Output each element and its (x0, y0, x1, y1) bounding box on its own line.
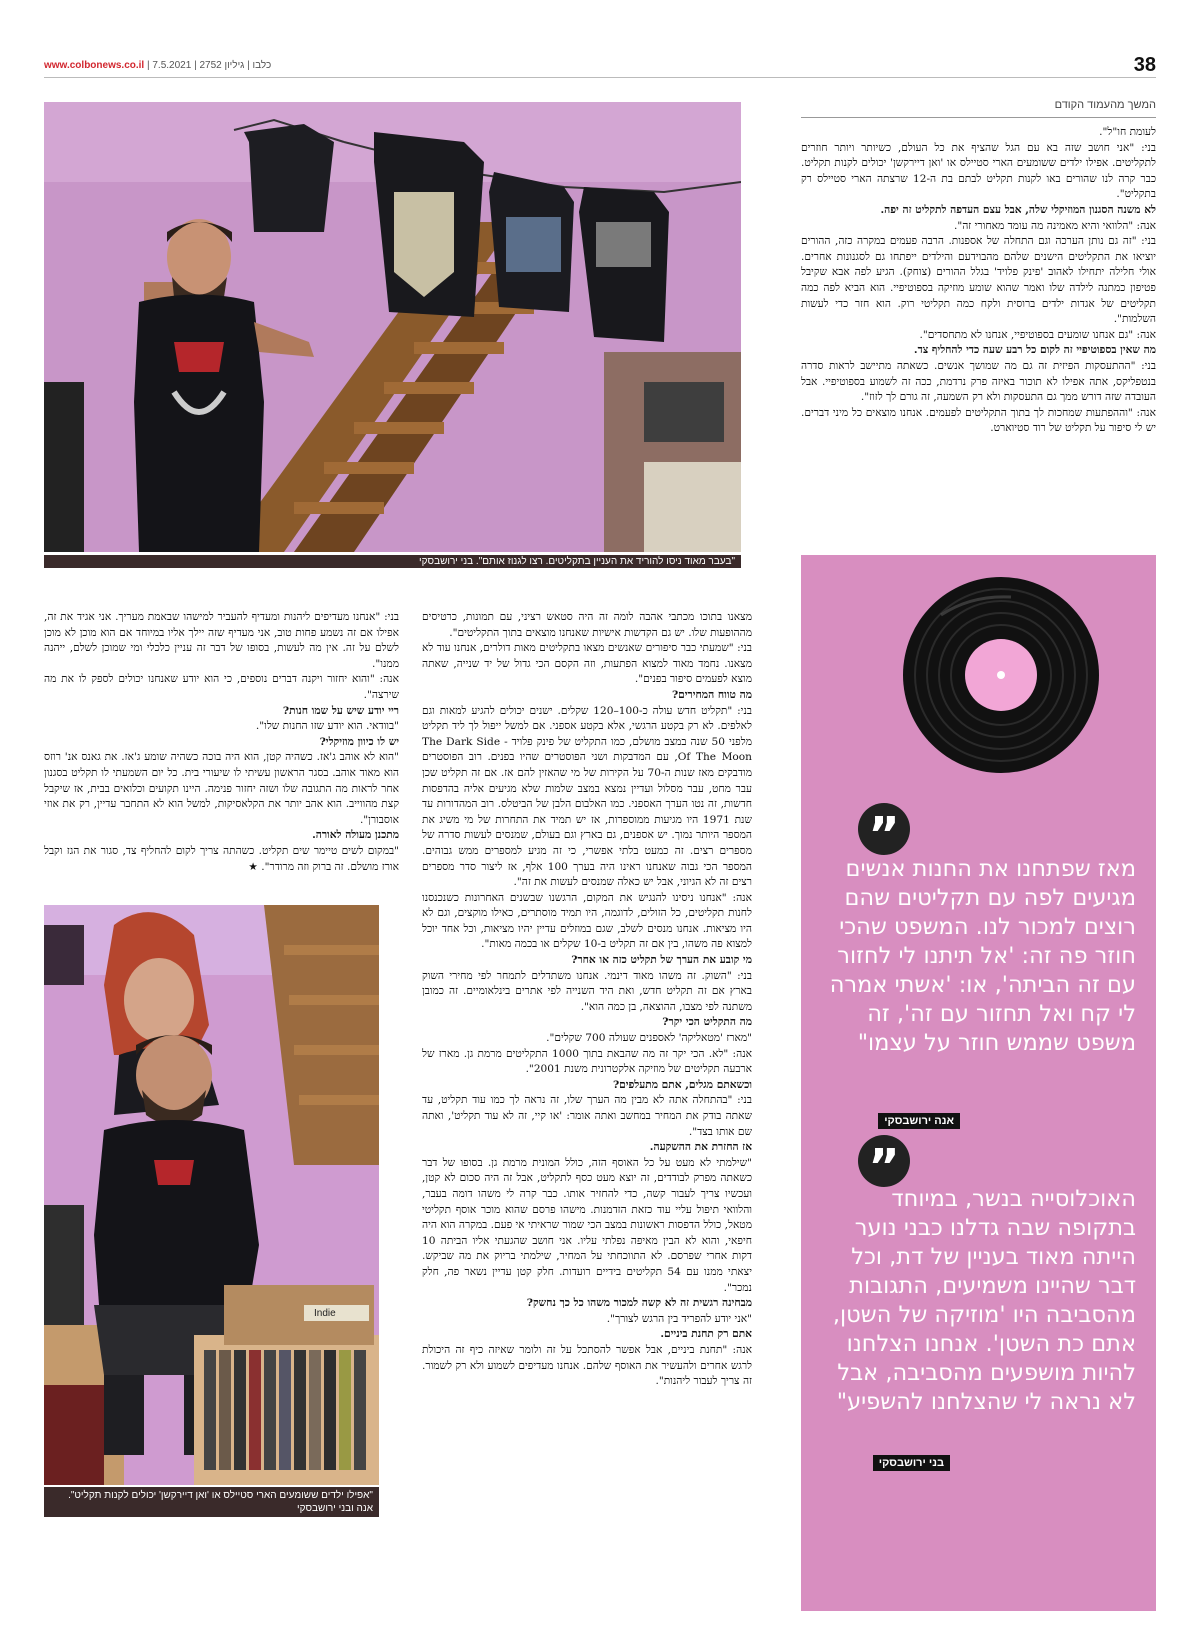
interview-question: אז החזרת את ההשקעה. (649, 1141, 752, 1154)
quote-mark-icon: ” (858, 1135, 910, 1187)
article-paragraph: בני: "תקליט חדש עולה כ-100–120 שקלים. ישנים יכולים להגיע למאות וגם לאלפים. לא רק בקטע הרגשי, אלא בקטע אספני. אם למשל ייפול לך ליד תקליט מלפני 50 שנה במצב מושלם, כמו התקליט של פינק פלויד - The Dark Side Of The Moon, עם המדבקות ושני הפוסטרים שהיו בפנים. רוב הפוסטרים מודבקים מאז שנות ה-70 על הקירות של מי שהאזין להם אז. אם זה תקליט שכן עבר מחט, עבר מסלול ועדיין נמצא במצב שלמות שלא מגיעים אליה בהדפסות חדשות, זה נטו הערך האספני. כמו האלבום הלבן של הביטלס. רוב המהדורות עד שנת 1971 היו מגיעות ממוספרות, אז יש תמיד את התחרות של מי משיג את המספר היותר נמוך. יש אספנים, גם בארץ וגם בעולם, שמנסים לעשות סדרה של מספרים רצים. זה כמעט בלתי אפשרי, כי זה מגיע למספרים ממש גבוהים. המספר הכי גבוה שאנחנו ראינו היה בערך 100 אלף, אז ליצור סדר מספרים רצים זה לא הגיוני, אבל יש כאלה שמנסים לעשות את זה". (422, 704, 752, 889)
interview-question: ריי יודע שיש על שמו חנות? (282, 704, 399, 717)
article-paragraph: בני: "השוק. זה משהו מאוד דינמי. אנחנו משתדלים לתמחר לפי מחירי השוק בארץ אם זה תקליט חדש, ואת היד השנייה לפי אתרים בינלאומיים. זה כמובן משתנה לפי מצבו, ההוצאה, בן כמה הוא". (422, 969, 752, 1013)
interview-question: מה טווח המחירים? (671, 688, 752, 701)
article-paragraph: לעומת חו"ל". (1099, 126, 1156, 138)
issue-info: | כלבו | גיליון 2752 | 7.5.2021 (144, 60, 272, 71)
quote-mark-icon: ” (858, 803, 910, 855)
article-paragraph: בני: "זה גם נותן הערכה וגם התחלה של אספנות. הרבה פעמים במקרה כזה, ההורים יוציאו את התקליטים הישנים שלהם מהבוידעם והילדים ייפתחו גם לסגנונות אחרים. אולי חלילה יתחילו לאהוב 'פינק פלויד' בגלל ההורים (צוחק). הגיע לפה אבא שקיבל פטיפון כמתנה לילדה שלו ואמר שהוא שומע מוזיקה בספוטיפיי. הוא הביא לפה כמה תקליטים של אגדות ילדים ברוסית ולקח כמה תקליטי רוק. הוא חזר כדי לעשות השלמות". (801, 235, 1156, 326)
article-paragraph: "בוודאי. הוא יודע שזו החנות שלו". (255, 720, 399, 733)
photo2-caption: "אפילו ילדים ששומעים הארי סטיילס או 'ואן דיירקשן' יכולים לקנות תקליט". אנה ובני ירושבסקי (44, 1487, 379, 1517)
article-paragraph: "מארז 'מטאליקה' לאספנים שעולה 700 שקלים". (546, 1032, 752, 1045)
pull-quote-2: האוכלוסייה בנשר, במיוחד בתקופה שבה גדלנו כבני נוער הייתה מאוד בעניין של דת, וכל דבר שהיינו משמיעים, התגובות מהסביבה היו 'מוזיקה של השטן, אתם כת השטן'. אנחנו הצלחנו להיות מושפעים מהסביבה, אבל לא נראה לי שהצלחנו להשפיע" (832, 1186, 1136, 1415)
article-paragraph: "הוא לא אוהב ג'אז. כשהיה קטן, הוא היה בוכה כשהיה שומע ג'אז. את גאנס אנ' רוזס הוא מאוד אוהב. בסגר הראשון עשיתי לו שיעורי בית. כל יום השמעתי לו תקליט בסגנון אחר לראות מה התגובה שלו ושזה יחזור פנימה. היינו תקועים וכלואים בבית, אז שיקבל קצת מהווייב. הוא אהב יותר את הקלאסיקות, למשל הוא לא התחבר עדיין, רק את אוזי אוסבורן". (44, 751, 399, 826)
article-paragraph: בני: "ההתעסקות הפיזית זה גם מה שמושך אנשים. כשאתה מתיישב לראות סדרה בנטפליקס, אתה אפילו לא תוכור באיזה פרק נרדמת, ככה זה לשמוע בספוטיפיי. אבל העובדה שזה דורש ממך גם התעסקות ולא רק השמעה, זה גורם לך לזוז". (801, 359, 1156, 404)
continued-divider (801, 117, 1156, 118)
article-paragraph: "במקום לשים טיימר שים תקליט. כשהתה צריך לקום להחליף צד, סגור את הגז וקבל אורז מושלם. זה ברוק וזה מרודר". ★ (44, 844, 399, 873)
article-column-a (801, 125, 1156, 570)
interview-question: מבחינה רגשית זה לא קשה למכור משהו כל כך נחשק? (526, 1297, 752, 1310)
photo1-caption: "בעבר מאוד ניסו להוריד את העניין בתקליטים. רצו לגנוז אותם". בני ירושבסקי (44, 555, 741, 568)
photo-illustration (44, 102, 741, 552)
site-url[interactable]: www.colbonews.co.il (44, 60, 145, 71)
vinyl-record-icon (901, 575, 1101, 775)
quote-author-2: בני ירושבסקי (873, 1455, 950, 1471)
continued-label: המשך מהעמוד הקודם (1054, 99, 1156, 111)
photo-couple-records (44, 905, 379, 1485)
photo2-illustration (44, 905, 379, 1485)
article-paragraph: מצאנו בתוכו מכתבי אהבה לומה זה היה סטאש רציני, עם תמונות, כרטיסים מההופעות שלו. יש גם הקדשות אישיות שאנחנו מוצאים בתוך התקליטים". (422, 611, 752, 639)
header-meta (44, 60, 271, 71)
article-paragraph: בני: "בהתחלה אתה לא מבין מה הערך שלו, זה נראה לך כמו עוד תקליט, עד שאתה בודק את המחיר במחשב ואתה אומר: 'או קיי, זה לא עוד תקליט', ואתה שם אותו בצד". (422, 1094, 752, 1138)
article-paragraph: אנה: "לא. הכי יקר זה מה שהבאת בתוך 1000 התקליטים מרמת גן. מארז של ארבעה תקליטים של מוזיקה אלקטרונית משנת 2001". (422, 1047, 752, 1076)
article-paragraph: אנה: "וההפתעות שמחכות לך בתוך התקליטים לפעמים. אנחנו מוצאים כל מיני דברים. יש לי סיפור על תקליט של רוד סטיוארט. (801, 406, 1156, 435)
article-column-b (422, 610, 752, 1610)
pull-quote-1: מאז שפתחנו את החנות אנשים מגיעים לפה עם תקליטים שהם רוצים למכור לנו. המשפט שהכי חוזר פה זה: 'אל תיתנו לי לחזור עם זה הביתה', או: 'אשתי אמרה לי קח ואל תחזור עם זה', זה משפט שממש חוזר על עצמו" (829, 856, 1136, 1056)
article-paragraph: "שילמתי לא מעט על כל האוסף הזה, כולל המונית מרמת גן. בסופו של דבר כשאתה מפרק לבודדים, זה יוצא מעט כסף לתקליט, אבל זה היה סכום לא קטן, ועכשיו צריך לעבור קשה, כדי להחזיר אותו. כבר קרה לי משהו דומה בעבר, והלוואי תיפול עליי עוד כזאת הזדמנות. מישהו פרסם שהוא מוכר אוסף תקליטי מטאל, כולל הדפסות ראשונות במצב הכי שמור שראיתי אי פעם. במקרה הוא היה חיפאי, והוא לא הבין מאיפה נפלתי עליו. אני חושב שהגעתי אליו הביתה 10 דקות אחרי שפרסם. לא התווכחתי על המחיר, שילמתי בריוק את מה שביקש. יצאתי ממנו עם 54 תקליטים בידיים רועדות. חלק קטן עדיין נשאר פה, חלק נמכר". (422, 1156, 752, 1294)
article-paragraph: אנה: "הלוואי והיא מאמינה מה עומד מאחורי זה". (953, 219, 1156, 232)
article-paragraph: בני: "אני חושב שזה בא עם הגל שהציף את כל העולם, כשיותר ויותר חוזרים לתקליטים. אפילו ילדים ששומעים הארי סטיילס או 'ואן דיירקשן' יכולים לקנות תקליט. כבר קרה לנו שהורים באו לקנות תקליט לבתם בת ה-12 שרצתה הארי סטיילס רק בתקליט". (801, 141, 1156, 201)
interview-question: לא משנה הסגנון המוזיקלי שלה, אבל עצם העדפה לתקליט זה יפה. (880, 203, 1156, 216)
article-paragraph: אנה: "אנחנו ניסינו להנגיש את המקום, הרגשנו שבשנים האחרונות כשנכנסנו לחנות תקליטים, כל הזולים, לדוגמה, היו תמיד מוסתרים, כאילו מוקצים, וגם לא היו מציאות. אנחנו מנסים לשלב, שגם במוזלים עדיין יהיו מציאות, וכל אחד יוכל למצוא פה משהו, בין אם זה תקליט ב-10 שקלים או בכמה מאות". (422, 891, 752, 951)
article-paragraph: בני: "שמעתי כבר סיפורים שאנשים מצאו בתקליטים מאות דולרים, אנחנו עוד לא מצאנו. נחמד מאוד למצוא הפתעות, וזה הקסם הכי גדול של יד שנייה, שאתה מוצא לפעמים סיפור בפנים". (422, 642, 752, 686)
article-paragraph: אנה: "תחנת ביניים, אבל אפשר להסתכל על זה ולומר שאיזה כיף זה היכולת לרגש אחרים ולהעשיר את האוסף שלהם. אנחנו מעדיפים לשמוע ולא רק לשמור. זה צריך לעבור ליהנות". (422, 1343, 752, 1388)
article-paragraph: אנה: "והוא יחזור ויקנה דברים נוספים, כי הוא יודע שאנחנו יכולים לספק לו את מה שירצה". (44, 673, 399, 701)
interview-question: אתם רק תחנת ביניים. (660, 1328, 752, 1341)
quote-sidebar (801, 555, 1156, 1611)
article-column-c (44, 610, 399, 900)
interview-question: מי קובע את הערך של תקליט כזה או אחר? (571, 954, 752, 967)
interview-question: יש לו כיוון מוזיקלי? (319, 735, 399, 748)
quote-author-1: אנה ירושבסקי (878, 1113, 960, 1129)
header-divider (44, 77, 1156, 78)
interview-question: מתכנן מעולה לאורה. (312, 829, 399, 842)
article-paragraph: בני: "אנחנו מעדיפים ליהנות ומעדיף להעביר למישהו שבאמת מעריך. אני אגיד את זה, אפילו אם זה נשמע פחות טוב, אני מעדיף שזה יילך אליו במיוחד אם הוא מוכן לא מוכן לשלם על זה. אין מה לעשות, בסופו של דבר זה עניין כלכלי ומי שמוכן לשלם, ייהנה ממנו". (44, 611, 399, 670)
interview-question: מה התקליט הכי יקר? (662, 1016, 752, 1029)
article-paragraph: "אני יודע להפריד בין הרגש לצורך". (606, 1312, 752, 1325)
shelf-label: Indie (314, 1308, 336, 1319)
interview-question: וכשאתם מגלים, אתם מתעלפים? (612, 1078, 752, 1091)
page-number: 38 (1133, 54, 1156, 76)
interview-question: מה שאין בספוטיפיי זה לקום כל רבע שעה כדי להחליף צד. (913, 344, 1156, 357)
article-paragraph: אנה: "גם אנחנו שומעים בספוטיפיי, אנחנו לא מתחסדים". (919, 328, 1156, 341)
photo-shirts-stairs (44, 102, 741, 552)
